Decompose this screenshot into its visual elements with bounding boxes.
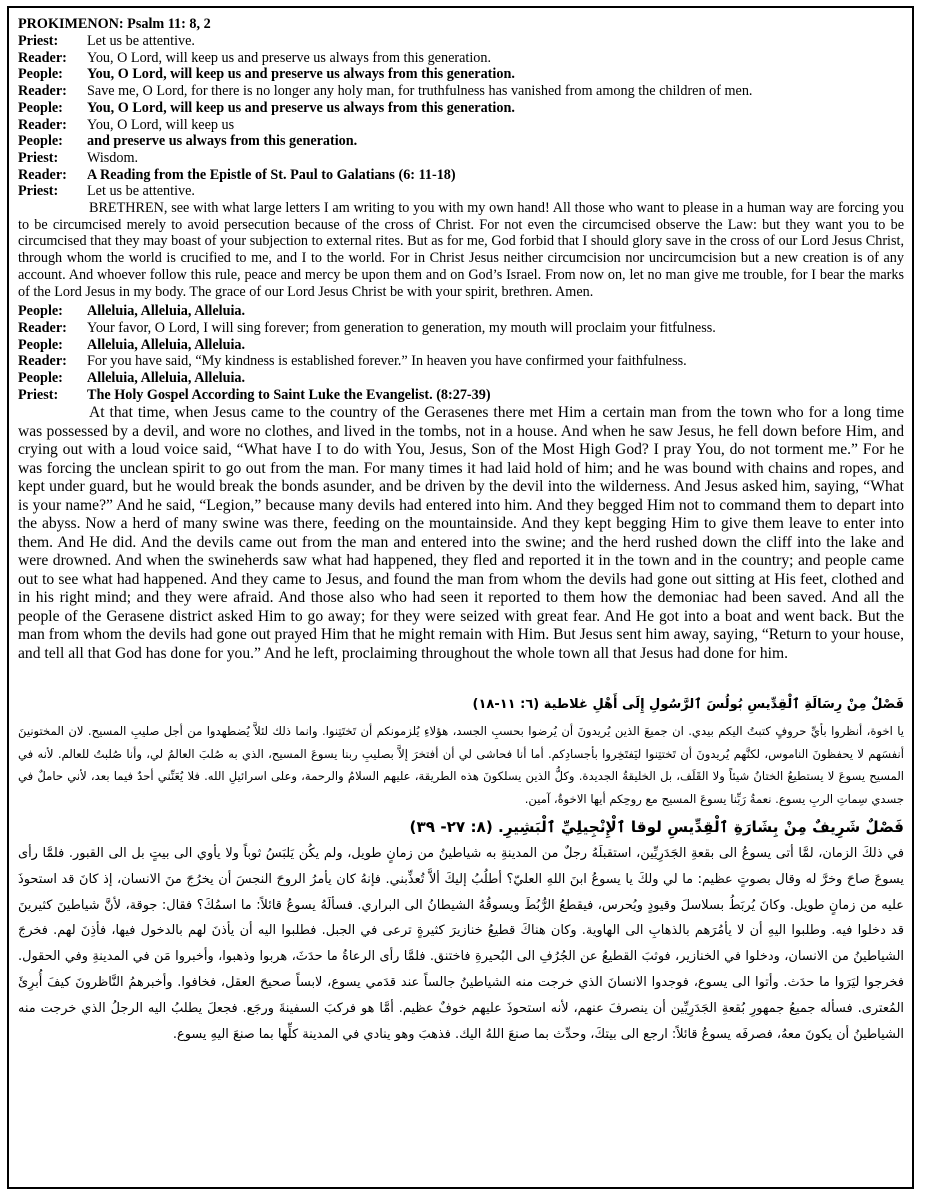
arabic-epistle-text: يا اخوة، أنظروا بأيِّ حروفٍ كتبتُ اليكم بيدي. ان جميعَ الذين يُريدونَ أن يُرضوا بحسبِ الجسد، هؤلاءِ يُلزمونكم أن تَختَتِنوا. وانما ذلك لئلاَّ يُضطهدوا من أجل صليبِ المسيح. لان المختونينَ أنفسَهم لا يحفظونَ الناموس، لكنَّهم يُريدونَ أن تَختتِنوا ليَفتَخِروا بأجسادِكم. أما أنا فحاشى لي أن أفتخرَ إلاَّ بصليبِ ربنا يسوعَ المسيح، الذي به صُلبَ العالمُ لي، وأنا صُلبتُ للعالم. لأنه في المسيح يسوعَ لا يستطيعُ الختانُ شيئاً ولا القَلَف، بل الخليقةُ الجديدة. وكلُّ الذين يسلكونَ هذه الطريقة، عليهم السلامُ والرحمة، وعلى اسرائيلِ الله. فلا يُعَنِّني أحدٌ فيما بعد، لأني حاملٌ في جسدي سِماتِ الربِ يسوع. نعمةُ رَبِّنا يسوعَ المسيح مع روحِكم أيها الاخوةُ، آمين. xyxy=(18,724,904,806)
dialog-line xyxy=(18,150,904,167)
speaker-label: People: xyxy=(18,370,63,387)
speaker-label: Priest: xyxy=(18,183,59,200)
speaker-label: Priest: xyxy=(18,149,59,166)
dialog-line xyxy=(18,303,904,320)
speaker-label: Reader: xyxy=(18,83,67,100)
prokimenon-heading: PROKIMENON: Psalm 11: 8, 2 xyxy=(18,16,211,32)
dialog-text: A Reading from the Epistle of St. Paul to Galatians (6: 11-18) xyxy=(87,166,456,183)
dialog-text: You, O Lord, will keep us and preserve us always from this generation. xyxy=(87,99,515,116)
speaker-label: Reader: xyxy=(18,319,67,336)
speaker-label: Priest: xyxy=(18,33,59,49)
dialog-line xyxy=(18,100,904,117)
dialog-text: You, O Lord, will keep us xyxy=(87,116,235,133)
speaker-label: People: xyxy=(18,66,63,83)
dialog-text: Let us be attentive. xyxy=(87,183,195,200)
arabic-gospel-text: في ذلكَ الزمان، لمَّا أتى يسوعُ الى بقعةِ الجَدَرِيِّين، استقبلَهُ رجلٌ من المدينةِ به شياطينُ من زمانٍ طويل، ولم يكُن يَلبَسُ ثوباً ولا يأوي الى بيتٍ بل الى القبور. فلمَّا رأى يسوعَ صاحَ وخرَّ له وقال بصوتٍ عظيم: ما لي ولكَ يا يسوعُ ابنَ اللهِ العليّ؟ أطلُبُ إليكَ ألاَّ تُعذِّبني. فإنهُ كان يأمرُ الروحَ النجسَ أن يخرُجَ منَ الانسان، إذ كانَ قد استحوذَ عليه من زمانٍ طويل. وكانَ يُربَطُ بسلاسلَ وقيودٍ ويُحرس، فيقطعُ الرُّبُطَ ويسوقُهُ الشيطانُ الى البراري. فسألَهُ يسوعُ قائلاً: ما اسمُكَ؟ فقال: جوقة، لأنَّ شياطينَ كثيرينَ قد دخلوا فيه. وطلبوا اليهِ أن لا يأمُرَهم بالذهابِ الى الهاوية. وكان هناكَ قطيعُ خنازيرَ كثيرةٍ ترعى في الجبل. فطلبوا اليه أن يأذنَ لهم بالدخول فيها، فأذِنَ لهم. فخرجَ الشياطينُ من الانسان، ودخلوا في الخنازير، فوثبَ القطيعُ عن الجُرُفِ الى البُحيرةِ فاختنق. فلمَّا رأى الرعاةُ ما حدَثَ، هربوا وذهبوا، وأخبروا مَن في المدينةِ وفي الحقول. فخرجوا ليَرَوا ما حدَث. وأتوا الى يسوع، فوجدوا الانسانَ الذي خرجت منه الشياطينُ جالساً عند قدَمي يسوع، لابساً صحيحَ العقل، فخافوا. وأخبرهمُ النَّاظرونَ كيفَ أُبرِئَ المُعترى. فسأله جميعُ جمهورِ بُقعةِ الجَدَرِيِّين أن ينصرفَ عنهم، لأنه استحوذَ عليهم خوفٌ عظيم. أمَّا هو فركبَ السفينةَ ورجَع. فجعلَ يطلبُ اليه الرجلُ الذي خرجت منه الشياطينُ أن يكونَ معهُ، فصرفَه يسوعُ قائلاً: ارجع الى بيتكَ، وحدِّث بما صنعَ اللهُ اليك. فذهبَ وهو ينادي في المدينة كلِّها بما صنعَ اليهِ يسوع. xyxy=(18,846,904,1042)
dialog-line xyxy=(18,133,904,150)
dialog-text: Let us be attentive. xyxy=(87,33,195,49)
speaker-label: People: xyxy=(18,303,63,320)
dialog-text: and preserve us always from this generation. xyxy=(87,133,358,150)
bulletin-page xyxy=(7,6,914,1189)
dialog-line xyxy=(18,337,904,354)
speaker-label: People: xyxy=(18,99,63,116)
speaker-label: Reader: xyxy=(18,166,67,183)
dialog-line xyxy=(18,66,904,83)
dialog-text: For you have said, “My kindness is established forever.” In heaven you have confirmed your faithfulness. xyxy=(87,353,687,370)
dialog-text: You, O Lord, will keep us and preserve us always from this generation. xyxy=(87,66,515,83)
gospel-text: At that time, when Jesus came to the country of the Gerasenes there met Him a certain man from the town who for a long time was possessed by a devil, and wore no clothes, and lived in the tombs, not in a house. And when he saw Jesus, he fell down before Him, and crying out with a loud voice said, “What have I to do with You, Jesus, Son of the Most High God? I pray You, do not torment me.” For he was forcing the unclean spirit to go out from the man. For many times it had laid hold of him; and he was bound with chains and ropes, and kept under guard, but he would break the bonds asunder, and be driven by the devil into the wilderness. And Jesus asked him, saying, “What is your name?” And he said, “Legion,” because many devils had entered into him. And they begged Him not to command them to depart into the abyss. Now a herd of many swine was there, feeding on the mountainside. And they kept begging Him to give them leave to enter into them. And He did. And the devils came out from the man and entered into the swine; and the herd rushed down the cliff into the lake and were drowned. And when the swineherds saw what had happened, they fled and reported it in the town and in the country; and people came out to see what had happened. And they came to Jesus, and found the man from whom the devils had gone out sitting at His feet, clothed and in his right mind; and they were afraid. And those also who had seen it reported to them how the demoniac had been saved. And all the people of the Gerasene district asked Him to go away; for they were seized with great fear. And He got into a boat and went back. But the man from whom the devils had gone out prayed Him that he might remain with Him. But Jesus sent him away, saying, “Return to your house, and tell all that God has done for you.” And he left, proclaiming throughout the whole town all that Jesus had done for him. xyxy=(18,404,904,662)
speaker-label: Priest: xyxy=(18,386,59,403)
epistle-text: BRETHREN, see with what large letters I am writing to you with my own hand! All those who want to please in a human way are forcing you to be circumcised merely to avoid persecution because of the cross of Christ. For not even the circumcised observe the Law: but they want you to be circumcised that they may boast of your subjection to external rites. But as for me, God forbid that I should glory save in the cross of our Lord Jesus Christ, through whom the world is crucified to me, and I to the world. For in Christ Jesus neither circumcision nor uncircumcision but a new creation is of any account. And whoever follow this rule, peace and mercy be upon them and on God’s Israel. From now on, let no man give me trouble, for I bear the marks of the Lord Jesus in my body. The grace of our Lord Jesus Christ be with your spirit, brethren. Amen. xyxy=(18,200,904,300)
dialog-top xyxy=(18,33,904,200)
speaker-label: Reader: xyxy=(18,49,67,66)
dialog-text: The Holy Gospel According to Saint Luke the Evangelist. (8:27-39) xyxy=(87,386,491,403)
speaker-label: Reader: xyxy=(18,116,67,133)
arabic-epistle-title: فَصْلٌ مِنْ رِسَالَةِ ٱلْقِدِّيسِ بُولُسَ ٱلرَّسُولِ إِلَى أَهْلِ غلاطية (٦: ١١-١٨) xyxy=(472,697,904,713)
dialog-line xyxy=(18,320,904,337)
dialog-line xyxy=(18,83,904,100)
speaker-label: People: xyxy=(18,133,63,150)
dialog-text: Wisdom. xyxy=(87,149,139,166)
dialog-line xyxy=(18,117,904,134)
speaker-label: Reader: xyxy=(18,353,67,370)
dialog-mid xyxy=(18,303,904,403)
speaker-label: People: xyxy=(18,336,63,353)
dialog-line xyxy=(18,50,904,67)
dialog-line xyxy=(18,167,904,184)
dialog-line xyxy=(18,387,904,404)
dialog-text: Alleluia, Alleluia, Alleluia. xyxy=(87,370,246,387)
dialog-line xyxy=(18,33,904,50)
dialog-line xyxy=(18,370,904,387)
dialog-text: Alleluia, Alleluia, Alleluia. xyxy=(87,336,246,353)
dialog-text: Alleluia, Alleluia, Alleluia. xyxy=(87,303,246,320)
dialog-line xyxy=(18,353,904,370)
arabic-gospel-title: فَصْلٌ شَرِيفٌ مِنْ بِشَارَةِ ٱلْقِدِّيسِ لوقا ٱلْإِنْجِيلِيِّ ٱلْبَشِيرِ. (٨: ٢٧- ٣٩) xyxy=(409,818,904,837)
dialog-text: You, O Lord, will keep us and preserve us always from this generation. xyxy=(87,49,492,66)
dialog-text: Save me, O Lord, for there is no longer any holy man, for truthfulness has vanished from among the children of men. xyxy=(87,83,753,100)
dialog-text: Your favor, O Lord, I will sing forever; from generation to generation, my mouth will proclaim your fitfulness. xyxy=(87,319,716,336)
dialog-line xyxy=(18,183,904,200)
